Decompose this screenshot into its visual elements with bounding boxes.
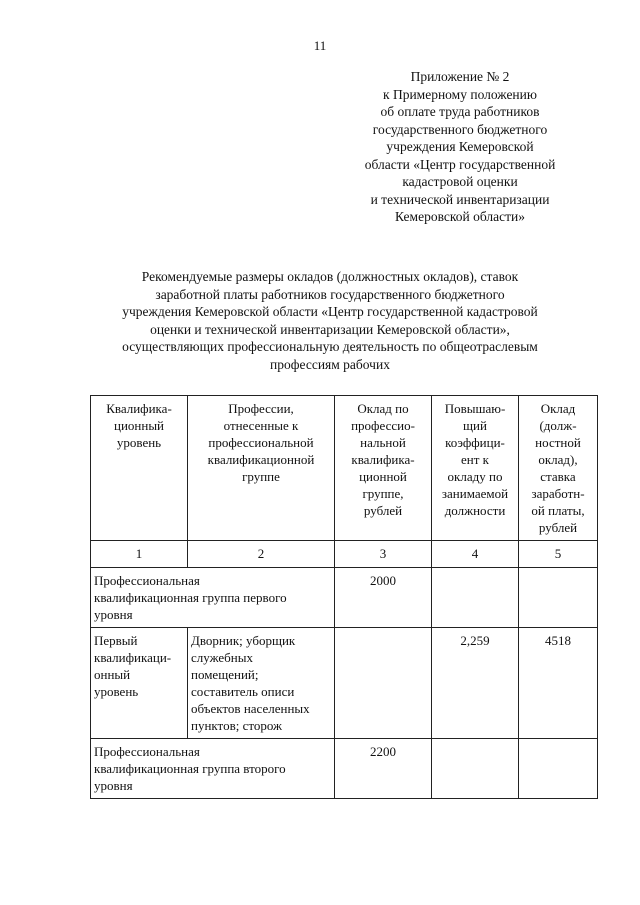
appendix-line: кадастровой оценки [402, 174, 518, 189]
title-line: заработной платы работников государственного бюджетного [155, 286, 505, 302]
appendix-line: Кемеровской области» [395, 209, 525, 224]
salary-table [90, 395, 598, 799]
appendix-line: Приложение № 2 [410, 69, 510, 84]
level-1-professions: Дворник; уборщик служебных помещений; составитель описи объектов населенных пунктов; сторож [188, 628, 335, 739]
appendix-line: области «Центр государственной [364, 156, 556, 172]
header-rate: Оклад (долж- ностной оклад), ставка заработн- ой платы, рублей [519, 396, 598, 541]
document-title [70, 268, 590, 373]
header-coefficient: Повышаю- щий коэффици- ент к окладу по занимаемой должности [432, 396, 519, 541]
table-row-group-1 [91, 568, 598, 628]
appendix-block [340, 68, 580, 226]
title-line: Рекомендуемые размеры окладов (должностных окладов), ставок [141, 269, 519, 284]
appendix-line: и технической инвентаризации [370, 191, 550, 207]
title-line: осуществляющих профессиональную деятельность по общеотраслевым [122, 339, 538, 354]
header-professions: Профессии, отнесенные к профессиональной квалификационной группе [188, 396, 335, 541]
column-number: 1 [91, 541, 188, 568]
title-line: учреждения Кемеровской области «Центр государственной кадастровой [122, 304, 538, 319]
level-1-label: Первый квалификаци- онный уровень [91, 628, 188, 739]
page-number: 11 [313, 38, 327, 53]
appendix-line: государственного бюджетного [372, 121, 548, 137]
group-2-salary: 2200 [335, 739, 432, 799]
header-group-salary: Оклад по профессио- нальной квалифика- ционной группе, рублей [335, 396, 432, 541]
empty-cell [335, 628, 432, 739]
appendix-line: об оплате труда работников [380, 104, 540, 119]
level-1-coefficient: 2,259 [432, 628, 519, 739]
group-1-label: Профессиональная квалификационная группа первого уровня [91, 568, 335, 628]
empty-cell [519, 568, 598, 628]
table-row-level-1 [91, 628, 598, 739]
appendix-line: к Примерному положению [383, 86, 537, 102]
level-1-rate: 4518 [519, 628, 598, 739]
empty-cell [432, 739, 519, 799]
table-header-row [91, 396, 598, 541]
table-row-group-2 [91, 739, 598, 799]
empty-cell [519, 739, 598, 799]
title-line: оценки и технической инвентаризации Кемеровской области», [150, 321, 510, 337]
column-number: 2 [188, 541, 335, 568]
column-number-row [91, 541, 598, 568]
group-2-label: Профессиональная квалификационная группа второго уровня [91, 739, 335, 799]
column-number: 3 [335, 541, 432, 568]
column-number: 5 [519, 541, 598, 568]
appendix-line: учреждения Кемеровской [386, 139, 534, 154]
group-1-salary: 2000 [335, 568, 432, 628]
empty-cell [432, 568, 519, 628]
title-line: профессиям рабочих [270, 356, 390, 372]
header-qualification-level: Квалифика- ционный уровень [91, 396, 188, 541]
column-number: 4 [432, 541, 519, 568]
